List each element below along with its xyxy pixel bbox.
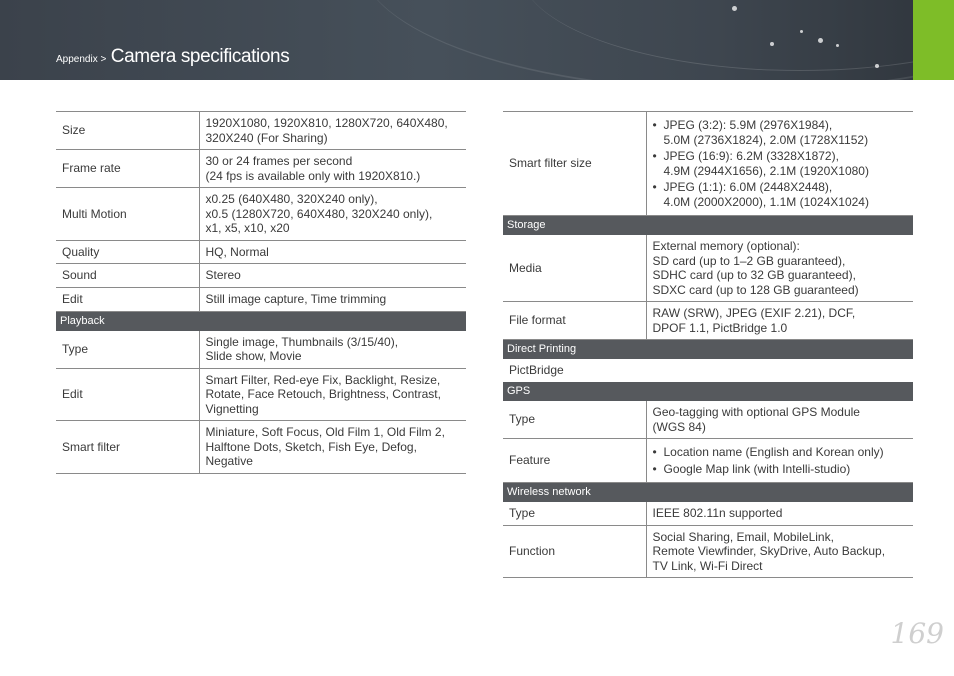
spec-value — [646, 235, 913, 302]
value-line: x1, x5, x10, x20 — [205, 221, 290, 235]
section-header-playback — [56, 311, 466, 331]
spec-label: Edit — [56, 368, 199, 421]
value-line: SDXC card (up to 128 GB guaranteed) — [652, 282, 859, 297]
section-title: Storage — [503, 216, 913, 236]
spec-row-size — [56, 112, 466, 150]
bullet-item: • Location name (English and Korean only) — [653, 445, 908, 460]
spec-row-frame-rate — [56, 150, 466, 188]
spec-row-gps-feature — [503, 439, 913, 483]
spec-label: Type — [503, 401, 646, 439]
spec-label: Smart filter — [56, 421, 199, 474]
value-line: Single image, Thumbnails (3/15/40), — [205, 334, 399, 349]
spec-value: Still image capture, Time trimming — [199, 288, 466, 312]
value-line: Slide show, Movie — [205, 349, 302, 363]
spec-value: HQ, Normal — [199, 240, 466, 264]
spec-label: Function — [503, 525, 646, 578]
sparkle-dot — [800, 30, 803, 33]
value-line: Vignetting — [205, 401, 259, 416]
value-line: x0.5 (1280X720, 640X480, 320X240 only), — [205, 206, 433, 221]
section-header-storage — [503, 216, 913, 236]
sparkle-dot — [836, 44, 839, 47]
spec-row-smart-filter — [56, 421, 466, 474]
value-line: 30 or 24 frames per second — [205, 154, 353, 168]
value-line: 1920X1080, 1920X810, 1280X720, 640X480, — [205, 116, 448, 130]
value-line: External memory (optional): — [652, 239, 800, 253]
bullet-item: • Google Map link (with Intelli-studio) — [653, 462, 908, 477]
value-line: • JPEG (1:1): 6.0M (2448X2448), — [663, 180, 833, 194]
value-line: Smart Filter, Red-eye Fix, Backlight, Resize, — [205, 372, 441, 387]
value-line: Social Sharing, Email, MobileLink, — [652, 529, 834, 544]
sparkle-dot — [732, 6, 737, 11]
spec-label: Multi Motion — [56, 188, 199, 241]
spec-label: Feature — [503, 439, 646, 483]
value-line: SDHC card (up to 32 GB guaranteed), — [652, 268, 856, 282]
spec-value — [646, 401, 913, 439]
spec-row-edit — [56, 288, 466, 312]
page-title: Camera specifications — [110, 46, 290, 67]
spec-value — [646, 525, 913, 578]
spec-value — [199, 112, 466, 150]
spec-row-wireless-type — [503, 502, 913, 525]
bullet-list — [653, 118, 908, 209]
value-line: 5.0M (2736X1824), 2.0M (1728X1152) — [663, 132, 869, 147]
value-line: • JPEG (16:9): 6.2M (3328X1872), — [663, 149, 839, 163]
value-line: TV Link, Wi-Fi Direct — [652, 558, 763, 573]
spec-value — [646, 439, 913, 483]
sparkle-dot — [818, 38, 823, 43]
spec-value — [199, 368, 466, 421]
spec-row-playback-type — [56, 331, 466, 369]
breadcrumb-parent[interactable]: Appendix > — [56, 54, 107, 65]
spec-label: Smart filter size — [503, 112, 646, 216]
spec-row-playback-edit — [56, 368, 466, 421]
section-header-direct-printing — [503, 340, 913, 360]
value-line: Miniature, Soft Focus, Old Film 1, Old Film 2, — [205, 425, 445, 439]
spec-value — [199, 331, 466, 369]
value-line: 320X240 (For Sharing) — [205, 130, 328, 145]
bullet-list — [653, 445, 908, 476]
value-line: Remote Viewfinder, SkyDrive, Auto Backup, — [652, 544, 886, 558]
spec-label: Sound — [56, 264, 199, 288]
spec-row-pictbridge — [503, 359, 913, 382]
section-title: GPS — [503, 382, 913, 401]
value-line: (WGS 84) — [652, 419, 706, 434]
spec-value — [199, 421, 466, 474]
value-line: Halftone Dots, Sketch, Fish Eye, Defog, — [205, 439, 417, 454]
value-line: DPOF 1.1, PictBridge 1.0 — [652, 320, 788, 335]
section-tab-accent — [913, 0, 954, 80]
spec-row-file-format — [503, 302, 913, 340]
value-line: x0.25 (640X480, 320X240 only), — [205, 192, 378, 206]
value-line: SD card (up to 1–2 GB guaranteed), — [652, 253, 846, 268]
value-line: 4.9M (2944X1656), 2.1M (1920X1080) — [663, 163, 869, 178]
spec-value — [646, 302, 913, 340]
value-line: • JPEG (3:2): 5.9M (2976X1984), — [663, 118, 833, 132]
spec-row-quality — [56, 240, 466, 264]
bullet-item — [653, 180, 908, 209]
page-number: 169 — [890, 617, 944, 650]
spec-value — [646, 112, 913, 216]
spec-label: Media — [503, 235, 646, 302]
spec-value: PictBridge — [509, 363, 564, 378]
bullet-item — [653, 118, 908, 147]
spec-value — [199, 188, 466, 241]
section-title: Wireless network — [503, 483, 913, 503]
sparkle-dot — [770, 42, 774, 46]
spec-value: IEEE 802.11n supported — [646, 502, 913, 525]
spec-row-sound — [56, 264, 466, 288]
spec-label: Frame rate — [56, 150, 199, 188]
spec-row-function — [503, 525, 913, 578]
value-line: Geo-tagging with optional GPS Module — [652, 405, 860, 419]
spec-table-left — [56, 111, 466, 474]
spec-row-multi-motion — [56, 188, 466, 241]
section-header-gps — [503, 382, 913, 401]
page-header — [0, 0, 954, 80]
value-line: RAW (SRW), JPEG (EXIF 2.21), DCF, — [652, 306, 856, 320]
spec-label: File format — [503, 302, 646, 340]
bullet-item — [653, 149, 908, 178]
spec-row-gps-type — [503, 401, 913, 439]
breadcrumb — [56, 46, 289, 68]
value-line: Negative — [205, 454, 253, 468]
spec-value — [199, 150, 466, 188]
spec-label: Edit — [56, 288, 199, 312]
section-title: Playback — [56, 311, 466, 331]
value-line: Rotate, Face Retouch, Brightness, Contrast, — [205, 387, 441, 401]
spec-row-media — [503, 235, 913, 302]
spec-label: Size — [56, 112, 199, 150]
spec-table-right — [503, 111, 913, 578]
spec-label: Quality — [56, 240, 199, 264]
section-title: Direct Printing — [503, 340, 913, 360]
value-line: (24 fps is available only with 1920X810.) — [205, 168, 421, 183]
spec-value: Stereo — [199, 264, 466, 288]
spec-row-smart-filter-size — [503, 112, 913, 216]
section-header-wireless-network — [503, 483, 913, 503]
sparkle-dot — [875, 64, 879, 68]
spec-label: Type — [503, 502, 646, 525]
value-line: 4.0M (2000X2000), 1.1M (1024X1024) — [663, 194, 869, 209]
spec-label: Type — [56, 331, 199, 369]
